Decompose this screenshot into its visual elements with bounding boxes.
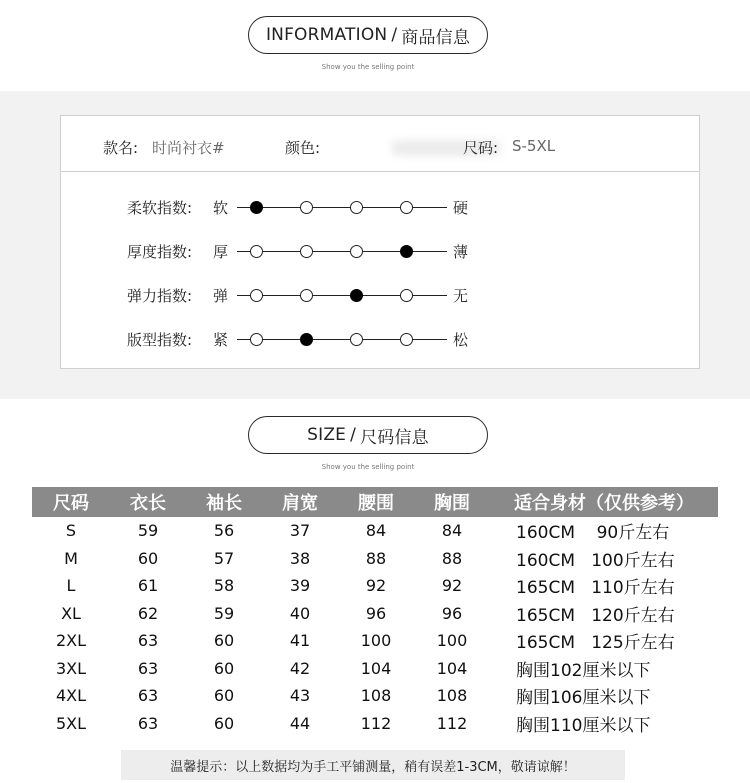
index-dot [400, 201, 413, 214]
index-scale-line [237, 207, 447, 208]
style-value: 时尚衬衣# [152, 139, 225, 157]
table-cell: 56 [213, 521, 235, 541]
table-row [32, 655, 718, 683]
index-dot [350, 245, 363, 258]
table-cell: 165CM 110斤左右 [516, 578, 675, 599]
title-separator: / [391, 25, 398, 45]
table-cell: 60 [213, 658, 235, 678]
table-cell: 2XL [55, 631, 87, 651]
size-chart-table [32, 487, 718, 737]
index-low-end: 弹 [213, 287, 229, 305]
index-dot-selected [250, 201, 263, 214]
index-dot-selected [350, 289, 363, 302]
table-cell: XL [61, 603, 81, 623]
index-row [61, 283, 701, 307]
table-row [32, 682, 718, 710]
table-cell: 胸围106厘米以下 [516, 688, 651, 709]
index-dot-selected [400, 245, 413, 258]
table-cell: 5XL [55, 713, 87, 733]
table-cell: 4XL [55, 686, 87, 706]
table-cell: 胸围110厘米以下 [516, 715, 651, 736]
index-high-end: 薄 [453, 243, 469, 261]
size-title-cn: 尺码信息 [360, 427, 429, 448]
index-label: 厚度指数: [127, 243, 193, 261]
title-separator: / [350, 425, 357, 445]
size-label: 尺码: [463, 139, 499, 157]
table-cell: 43 [289, 686, 311, 706]
table-header-cell: 衣长 [110, 487, 186, 517]
table-header-cell: 袖长 [186, 487, 262, 517]
table-row [32, 517, 718, 545]
table-header-cell: 尺码 [32, 487, 110, 517]
index-low-end: 厚 [213, 243, 229, 261]
table-cell: 84 [365, 521, 387, 541]
table-cell: 57 [213, 548, 235, 568]
table-cell: 108 [436, 686, 468, 706]
table-cell: 60 [213, 686, 235, 706]
table-header-cell: 腰围 [338, 487, 414, 517]
table-header-cell: 胸围 [414, 487, 490, 517]
table-cell: 42 [289, 658, 311, 678]
table-cell: 96 [441, 603, 463, 623]
table-cell: 60 [137, 548, 159, 568]
product-info-card [60, 115, 700, 369]
table-cell: 92 [365, 576, 387, 596]
table-cell: 165CM 125斤左右 [516, 633, 675, 654]
table-cell: 96 [365, 603, 387, 623]
index-dot [350, 201, 363, 214]
information-title-en: INFORMATION [265, 25, 388, 45]
index-high-end: 无 [453, 287, 469, 305]
table-cell: L [66, 576, 76, 596]
index-dot [250, 333, 263, 346]
table-row [32, 627, 718, 655]
table-row [32, 545, 718, 573]
table-cell: 胸围102厘米以下 [516, 660, 651, 681]
table-cell: 62 [137, 603, 159, 623]
table-cell: 104 [360, 658, 392, 678]
table-cell: 37 [289, 521, 311, 541]
table-header-cell: 适合身材（仅供参考） [490, 487, 718, 517]
table-header-row [32, 487, 718, 517]
table-cell: 108 [360, 686, 392, 706]
index-row [61, 195, 701, 219]
table-cell: 44 [289, 713, 311, 733]
index-dot [300, 201, 313, 214]
color-label: 颜色: [285, 139, 321, 157]
table-cell: 59 [213, 603, 235, 623]
index-label: 柔软指数: [127, 199, 193, 217]
table-cell: 3XL [55, 658, 87, 678]
index-label: 版型指数: [127, 331, 193, 349]
index-dot [300, 245, 313, 258]
size-title-pill [248, 416, 488, 454]
table-cell: 92 [441, 576, 463, 596]
table-cell: 112 [360, 713, 392, 733]
table-cell: 41 [289, 631, 311, 651]
index-scale-line [237, 339, 447, 340]
table-row [32, 710, 718, 738]
index-dot [250, 289, 263, 302]
size-value: S-5XL [512, 137, 556, 155]
table-cell: S [65, 521, 77, 541]
table-cell: 160CM 100斤左右 [516, 550, 675, 571]
table-cell: 165CM 120斤左右 [516, 605, 675, 626]
index-dot-selected [300, 333, 313, 346]
index-high-end: 松 [453, 331, 469, 349]
index-scale-line [237, 295, 447, 296]
table-cell: 61 [137, 576, 159, 596]
table-cell: 88 [441, 548, 463, 568]
table-cell: 39 [289, 576, 311, 596]
index-label: 弹力指数: [127, 287, 193, 305]
table-cell: 38 [289, 548, 311, 568]
table-row [32, 572, 718, 600]
table-cell: 63 [137, 631, 159, 651]
table-cell: 63 [137, 658, 159, 678]
measurement-note: 温馨提示：以上数据均为手工平铺测量，稍有误差1-3CM，敬请谅解！ [121, 750, 625, 780]
index-dot [300, 289, 313, 302]
table-cell: 40 [289, 603, 311, 623]
table-cell: 60 [213, 713, 235, 733]
size-subtitle: Show you the selling point [321, 463, 415, 471]
index-low-end: 紧 [213, 331, 229, 349]
information-subtitle: Show you the selling point [321, 63, 415, 71]
size-title-en: SIZE [307, 425, 347, 445]
table-cell: 100 [436, 631, 468, 651]
index-low-end: 软 [213, 199, 229, 217]
table-cell: 58 [213, 576, 235, 596]
index-row [61, 239, 701, 263]
index-dot [250, 245, 263, 258]
product-info-header [61, 116, 699, 172]
table-cell: 160CM 90斤左右 [516, 523, 670, 544]
index-dot [350, 333, 363, 346]
index-high-end: 硬 [453, 199, 469, 217]
table-header-cell: 肩宽 [262, 487, 338, 517]
information-title-pill [248, 16, 488, 54]
table-cell: 63 [137, 713, 159, 733]
table-cell: 104 [436, 658, 468, 678]
table-cell: 112 [436, 713, 468, 733]
information-title-cn: 商品信息 [401, 27, 471, 48]
table-cell: 60 [213, 631, 235, 651]
table-cell: 84 [441, 521, 463, 541]
table-cell: 63 [137, 686, 159, 706]
table-body [32, 517, 718, 737]
index-row [61, 327, 701, 351]
style-label: 款名: [103, 139, 139, 157]
table-cell: 59 [137, 521, 159, 541]
index-dot [400, 289, 413, 302]
table-cell: M [64, 548, 78, 568]
table-cell: 100 [360, 631, 392, 651]
table-row [32, 600, 718, 628]
table-cell: 88 [365, 548, 387, 568]
index-scale-line [237, 251, 447, 252]
index-dot [400, 333, 413, 346]
